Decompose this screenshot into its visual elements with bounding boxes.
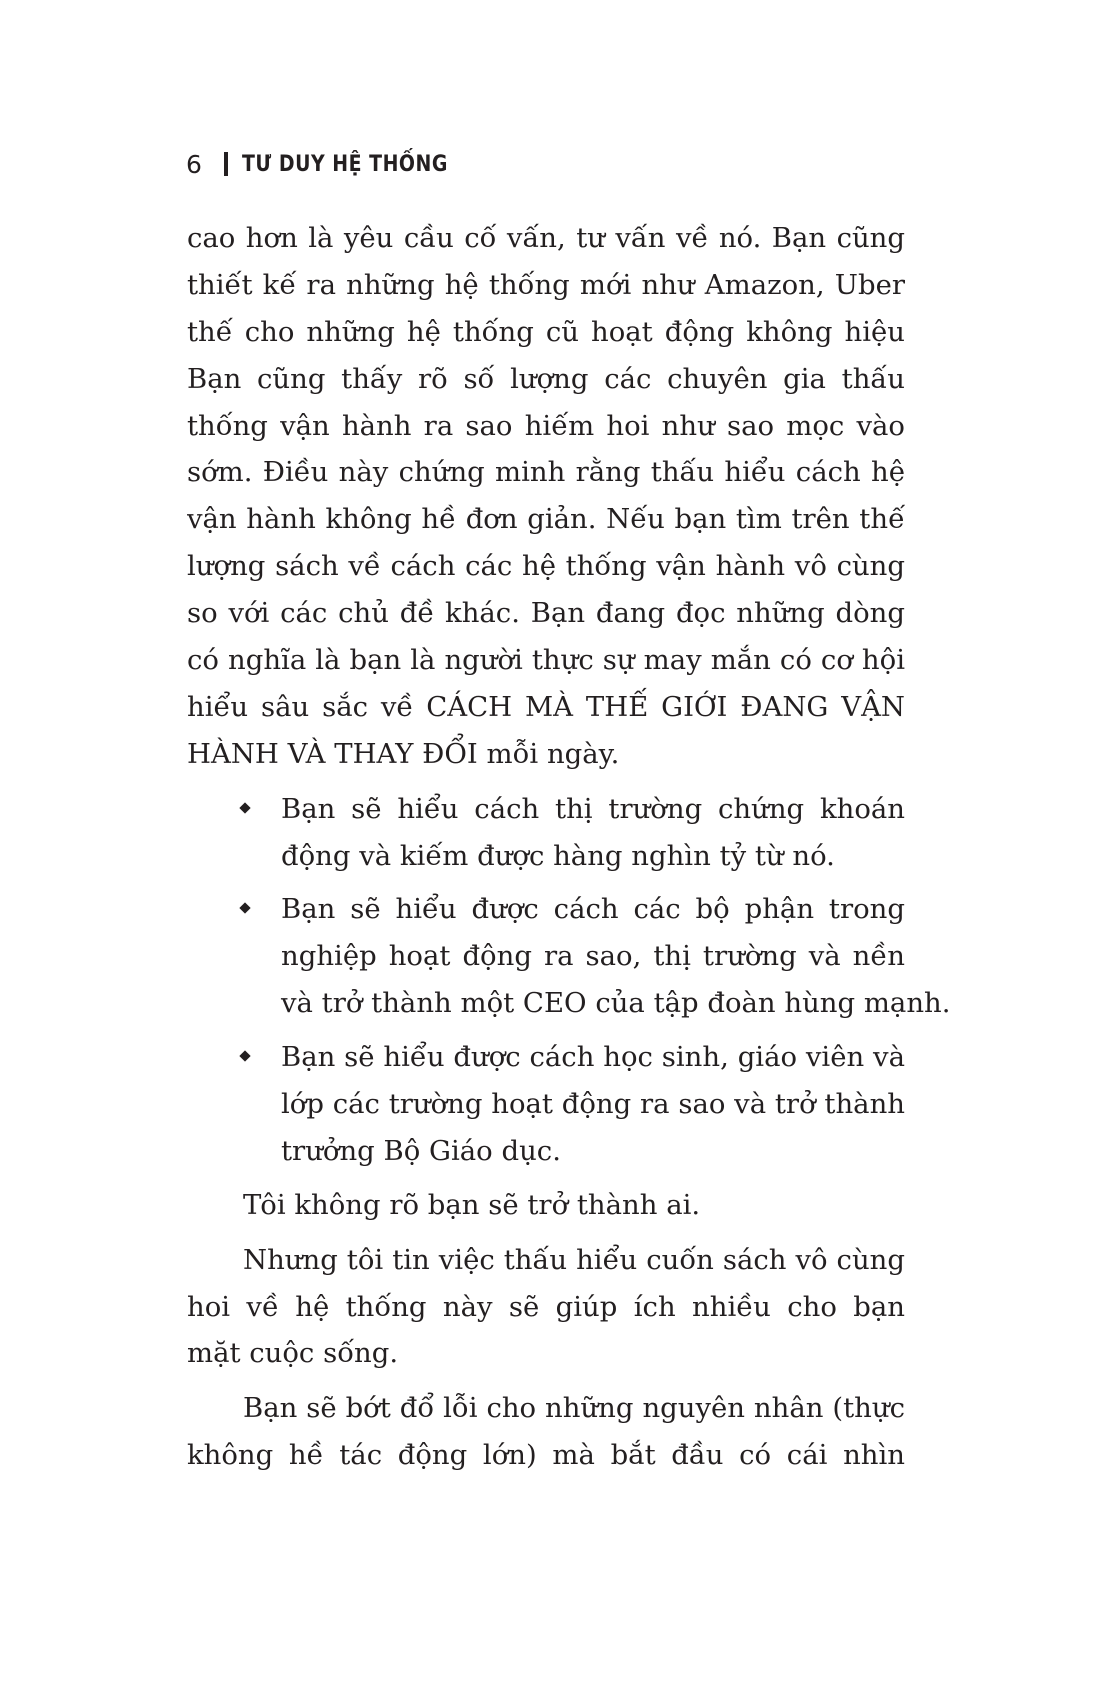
bullet-item (187, 886, 951, 1027)
text-line: thế cho những hệ thống cũ hoạt động không hiệu (187, 315, 905, 348)
text-line: lượng sách về cách các hệ thống vận hành vô cùng (187, 550, 905, 583)
diamond-bullet-icon (239, 1050, 250, 1061)
header-divider (224, 152, 228, 176)
diamond-bullet-icon (239, 802, 250, 813)
paragraph-3 (187, 1237, 905, 1378)
diamond-bullet-icon (239, 903, 250, 914)
running-head (186, 146, 482, 182)
text-line: thiết kế ra những hệ thống mới như Amazon, Uber (187, 268, 905, 301)
text-line: Tôi không rõ bạn sẽ trở thành ai. (243, 1188, 701, 1221)
text-line: Bạn cũng thấy rõ số lượng các chuyên gia thấu (187, 362, 905, 395)
text-line: Bạn sẽ hiểu được cách học sinh, giáo viên và (281, 1041, 905, 1074)
text-line: thống vận hành ra sao hiếm hoi như sao mọc vào (187, 409, 905, 442)
paragraph-4 (187, 1385, 905, 1479)
bullet-item (187, 1034, 905, 1175)
text-line: động và kiếm được hàng nghìn tỷ từ nó. (281, 839, 835, 872)
bullet-list (187, 786, 951, 1175)
text-line: cao hơn là yêu cầu cố vấn, tư vấn về nó. Bạn cũng (187, 222, 905, 254)
paragraph-2 (187, 1182, 905, 1229)
text-line: Bạn sẽ hiểu được cách các bộ phận trong (281, 893, 905, 926)
page-number: 6 (186, 149, 203, 179)
text-line: trưởng Bộ Giáo dục. (281, 1134, 561, 1167)
text-line: và trở thành một CEO của tập đoàn hùng mạnh. (281, 987, 951, 1020)
text-line: sớm. Điều này chứng minh rằng thấu hiểu cách hệ (187, 456, 905, 489)
text-line: HÀNH VÀ THAY ĐỔI mỗi ngày. (187, 737, 620, 770)
text-line: lớp các trường hoạt động ra sao và trở thành (281, 1088, 905, 1121)
bullet-item (187, 786, 905, 880)
text-line: Bạn sẽ bớt đổ lỗi cho những nguyên nhân (thực (243, 1392, 905, 1425)
text-line: vận hành không hề đơn giản. Nếu bạn tìm trên thế (187, 503, 905, 536)
text-line: mặt cuộc sống. (187, 1337, 399, 1370)
text-line: Nhưng tôi tin việc thấu hiểu cuốn sách vô cùng (243, 1243, 905, 1276)
text-line: hiểu sâu sắc về CÁCH MÀ THẾ GIỚI ĐANG VẬN (187, 690, 905, 723)
text-line: không hề tác động lớn) mà bắt đầu có cái nhìn (187, 1439, 905, 1472)
text-line: Bạn sẽ hiểu cách thị trường chứng khoán (281, 792, 905, 825)
book-title: TƯ DUY HỆ THỐNG (242, 151, 449, 177)
body-text (187, 215, 951, 1479)
text-line: hoi về hệ thống này sẽ giúp ích nhiều cho bạn (187, 1290, 905, 1323)
text-line: có nghĩa là bạn là người thực sự may mắn có cơ hội (187, 644, 905, 677)
text-line: nghiệp hoạt động ra sao, thị trường và nền (281, 940, 905, 973)
text-line: so với các chủ đề khác. Bạn đang đọc những dòng (187, 597, 905, 630)
paragraph-1 (187, 215, 905, 778)
